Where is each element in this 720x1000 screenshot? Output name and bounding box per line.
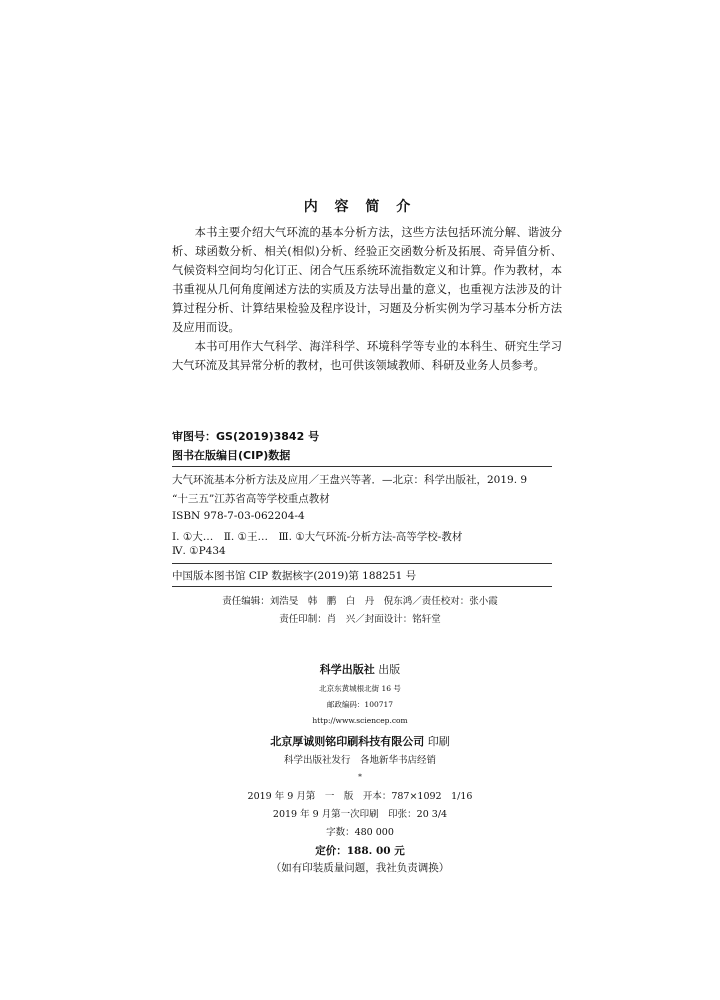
cip-heading: 图书在版编目(CIP)数据	[172, 449, 291, 462]
summary-paragraph-2: 本书可用作大气科学、海洋科学、环境科学等专业的本科生、研究生学习大气环流及其异常分析的教材，也可供该领域教师、科研及业务人员参考。	[172, 340, 562, 372]
quality-notice: （如有印装质量问题，我社负责调换）	[270, 862, 450, 874]
publisher-address: 北京东黄城根北街 16 号	[319, 684, 401, 693]
cip-bottom-rule	[172, 586, 552, 587]
staff-line-1: 责任编辑：刘浩旻 韩 鹏 白 丹 倪东鸿／责任校对：张小霞	[222, 596, 498, 607]
cip-class-line-2: Ⅳ. ①P434	[172, 545, 226, 557]
summary-paragraph-1: 本书主要介绍大气环流的基本分析方法，这些方法包括环流分解、谐波分析、球函数分析、相关(相似)分析、经验正交函数分析及拓展、奇异值分析、气候资料空间均匀化订正、闭合气压系统环流指数定义和计算。作为教材，本书重视从几何角度阐述方法的实质及方法导出量的意义，也重视方法涉及的计算过程分析、计算结果检验及程序设计，习题及分析实例为学习基本分析方法及应用而设。	[172, 226, 562, 334]
summary-section	[172, 223, 562, 375]
cip-middle-rule	[172, 563, 552, 564]
publisher-line	[0, 661, 720, 677]
cip-series-line: “十三五”江苏省高等学校重点教材	[172, 493, 330, 505]
cip-record: 中国版本图书馆 CIP 数据核字(2019)第 188251 号	[172, 570, 417, 582]
page-title: 内 容 简 介	[303, 199, 417, 215]
publisher-url: http://www.sciencep.com	[312, 716, 408, 725]
separator-star: *	[358, 772, 362, 781]
publisher-name: 科学出版社	[319, 663, 375, 676]
printer-suffix: 印刷	[427, 735, 450, 748]
printer-line	[0, 733, 720, 749]
staff-line-2: 责任印制：肖 兴／封面设计：铭轩堂	[279, 614, 441, 625]
map-review-number: 审图号：GS(2019)3842 号	[172, 430, 320, 443]
price: 定价：188. 00 元	[315, 845, 405, 857]
distribution-line: 科学出版社发行 各地新华书店经销	[283, 755, 436, 766]
cip-top-rule	[172, 466, 552, 467]
cip-class-line-1: Ⅰ. ①大… Ⅱ. ①王… Ⅲ. ①大气环流-分析方法-高等学校-教材	[172, 531, 463, 543]
cip-book-line: 大气环流基本分析方法及应用／王盘兴等著．—北京：科学出版社，2019. 9	[172, 474, 528, 486]
publisher-postcode: 邮政编码：100717	[326, 700, 394, 709]
edition-line-2: 2019 年 9 月第一次印刷 印张：20 3/4	[272, 809, 448, 820]
word-count: 字数：480 000	[326, 827, 394, 838]
publisher-suffix: 出版	[378, 663, 401, 676]
cip-isbn: ISBN 978-7-03-062204-4	[172, 510, 305, 522]
printer-name: 北京厚诚则铭印刷科技有限公司	[270, 735, 425, 748]
edition-line-1: 2019 年 9 月第 一 版 开本：787×1092 1/16	[247, 791, 473, 802]
